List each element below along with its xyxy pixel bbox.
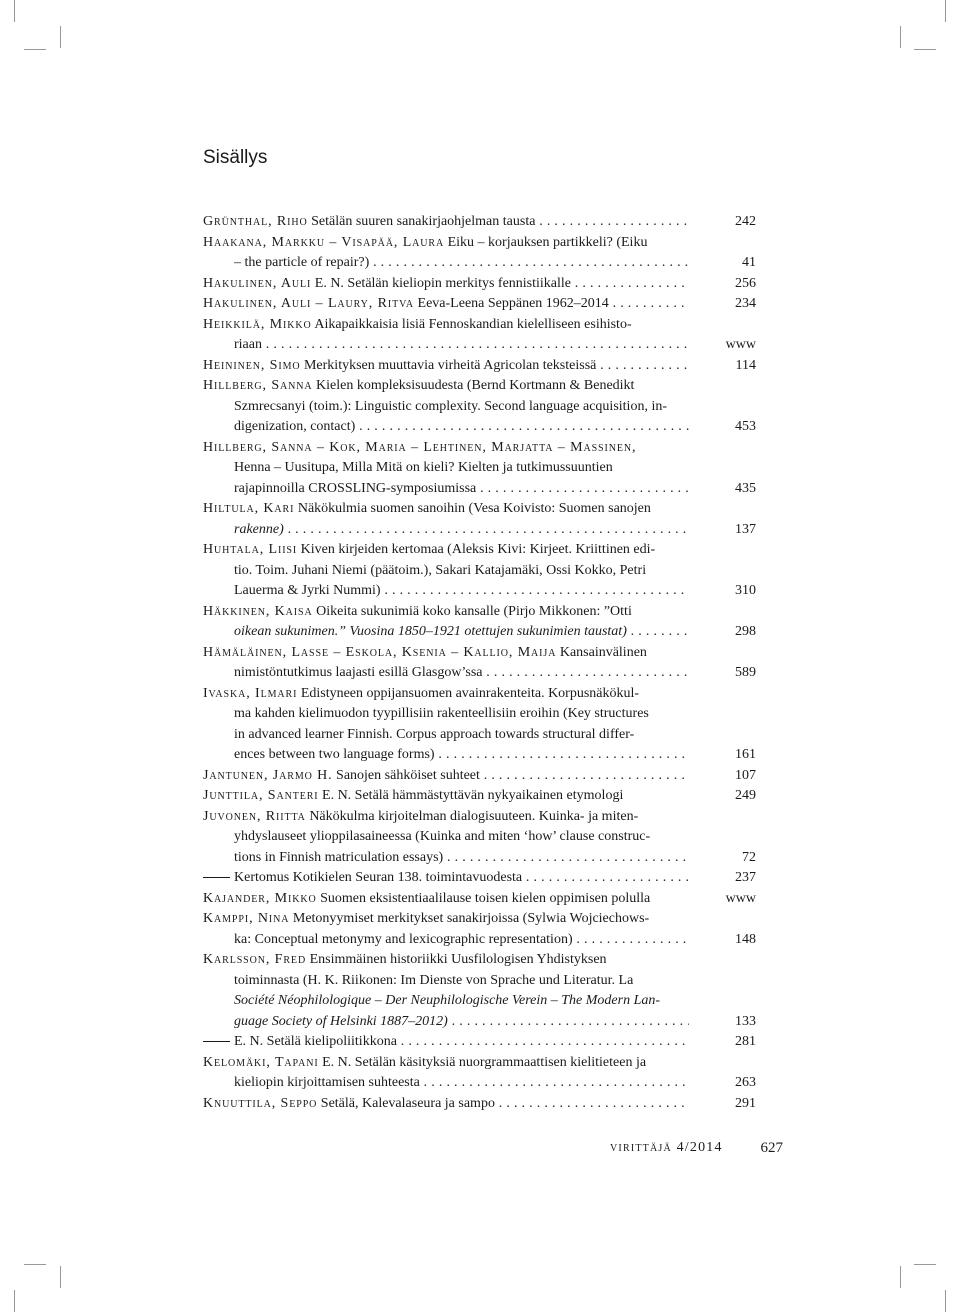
page-number: 133 [735,1013,756,1029]
author-name: Juvonen, Riitta [203,808,306,824]
entry-title: Eiku – korjauksen partikkeli? (Eiku [447,234,648,250]
toc-entry [203,868,756,889]
entry-title: Kansainvälinen [559,644,647,660]
author-name: Heikkilä, Mikko [203,316,312,332]
entry-title: Henna – Uusitupa, Milla Mitä on kieli? Kielten ja tutkimussuuntien [234,460,613,475]
entry-title: rakenne) [234,521,284,537]
toc-entry-continuation [203,930,756,951]
entry-title: ences between two language forms) [234,747,435,762]
page-number: 310 [735,583,756,598]
author-name: Karlsson, Fred [203,952,307,967]
entry-title: – the particle of repair?) [234,255,370,270]
author-name: Hiltula, Kari [203,501,295,516]
page-number: 256 [735,275,756,291]
toc-entry [203,602,756,623]
entry-title: yhdyslauseet ylioppilasaineessa (Kuinka and miten ‘how’ clause construc- [234,829,651,844]
toc-entry [203,889,756,910]
toc-entry-continuation [203,417,756,438]
entry-title: Société Néophilologique – Der Neuphilologische Verein – The Modern Lan- [234,993,661,1008]
toc-entry-continuation [203,827,756,848]
entry-title: tio. Toim. Juhani Niemi (päätoim.), Sakari Katajamäki, Ossi Kokko, Petri [234,562,647,578]
toc-entry-continuation [203,1012,756,1033]
entry-title: Szmrecsanyi (toim.): Linguistic complexity. Second language acquisition, in- [234,398,667,414]
entry-title: Edistyneen oppijansuomen avainrakenteita. Korpusnäkökul- [300,685,640,701]
crop-mark [914,1264,936,1265]
entry-title: in advanced learner Finnish. Corpus approach towards structural differ- [234,726,635,742]
toc-entry-continuation [203,520,756,541]
toc-entry [203,1094,756,1115]
journal-name: virittäjä 4/2014 [610,1140,723,1155]
entry-title: ma kahden kielimuodon tyypillisiin rakenteellisiin eroihin (Key structures [234,706,649,721]
crop-mark [900,1266,901,1288]
page-footer [600,1140,783,1160]
toc-entry [203,909,756,930]
toc-entry-continuation [203,704,756,725]
entry-title: Näkökulmia suomen sanoihin (Vesa Koivisto: Suomen sanojen [297,501,651,516]
toc-entry [203,212,756,233]
page-number: 107 [735,767,756,783]
entry-title: Oikeita sukunimiä koko kansalle (Pirjo Mikkonen: ”Otti [316,603,632,619]
author-name: Häkkinen, Kaisa [203,603,313,619]
toc-entry-continuation [203,561,756,582]
toc-entry [203,499,756,520]
toc-entry-continuation [203,622,756,643]
page-number: 453 [735,419,756,434]
toc-entry [203,1053,756,1074]
toc-entry-continuation [203,479,756,500]
crop-mark [60,26,61,48]
entry-title: digenization, contact) [234,419,356,434]
entry-title: Kertomus Kotikielen Seuran 138. toimintavuodesta [234,870,523,885]
author-name: Hillberg, Sanna – Kok, Maria – Lehtinen, Marjatta – Massinen, [203,439,637,455]
toc-entry-continuation [203,991,756,1012]
crop-mark [14,0,15,22]
table-of-contents [203,212,756,1114]
crop-mark [24,1264,46,1265]
toc-entry-continuation [203,1073,756,1094]
toc-entry [203,1032,756,1053]
entry-title: Näkökulma kirjoitelman dialogisuuteen. Kuinka- ja miten- [309,808,639,824]
entry-title: Kiven kirjeiden kertomaa (Aleksis Kivi: Kirjeet. Kriittinen edi- [300,542,656,557]
toc-entry-continuation [203,581,756,602]
toc-entry-continuation [203,745,756,766]
entry-title: riaan [234,337,262,352]
same-author-dash [203,1041,230,1042]
toc-entry [203,376,756,397]
entry-title: toiminnasta (H. K. Riikonen: Im Dienste von Sprache und Literatur. La [234,972,634,988]
page-number: 237 [735,870,756,885]
entry-title: oikean sukunimen.” Vuosina 1850–1921 otettujen sukunimien taustat) [234,624,627,639]
entry-title: rajapinnoilla CROSSLING-symposiumissa [234,480,477,496]
toc-entry [203,438,756,459]
toc-entry [203,274,756,295]
entry-title: guage Society of Helsinki 1887–2012) [234,1013,448,1029]
page-number: 137 [735,521,756,537]
crop-mark [914,49,936,50]
entry-title: E. N. Setälän käsityksiä nuorgrammaattisen kielitieteen ja [322,1054,647,1070]
page-number: 114 [735,357,756,373]
toc-entry-continuation [203,663,756,684]
toc-entry [203,540,756,561]
author-name: Hakulinen, Auli – Laury, Ritva [203,296,415,311]
crop-mark [945,0,946,22]
crop-mark [60,1266,61,1288]
author-name: Kelomäki, Tapani [203,1054,319,1070]
author-name: Kamppi, Nina [203,911,290,926]
entry-title: Aikapaikkaisia lisiä Fennoskandian kielelliseen esihisto- [314,316,632,332]
author-name: Kajander, Mikko [203,890,317,906]
author-name: Heininen, Simo [203,357,301,373]
toc-entry [203,786,756,807]
toc-entry-continuation [203,397,756,418]
toc-entry-continuation [203,458,756,479]
toc-entry [203,684,756,705]
toc-entry [203,950,756,971]
entry-title: Eeva-Leena Seppänen 1962–2014 [417,296,609,311]
toc-entry-continuation [203,335,756,356]
author-name: Jantunen, Jarmo H. [203,767,333,783]
author-name: Huhtala, Liisi [203,542,298,557]
entry-title: nimistöntutkimus laajasti esillä Glasgow’ssa [234,665,483,680]
page-number: 242 [735,214,756,229]
toc-entry [203,315,756,336]
author-name: Hillberg, Sanna [203,378,313,393]
page-number: 263 [735,1075,756,1090]
entry-title: Sanojen sähköiset suhteet [336,767,480,783]
toc-entry [203,356,756,377]
toc-entry [203,233,756,254]
entry-title: Kielen kompleksisuudesta (Bernd Kortmann & Benedikt [316,378,635,393]
toc-entry-continuation [203,848,756,869]
author-name: Knuuttila, Seppo [203,1095,318,1111]
entry-title: Lauerma & Jyrki Nummi) [234,583,381,598]
page-number: 281 [735,1034,756,1049]
page-number: 72 [742,849,756,865]
toc-entry [203,294,756,315]
entry-title: E. N. Setälä kielipoliitikkona [234,1034,397,1049]
page-number: 161 [735,747,756,762]
same-author-dash [203,877,230,878]
crop-mark [900,26,901,48]
entry-title: E. N. Setälä hämmästyttävän nykyaikainen etymologi [322,788,624,803]
toc-entry-continuation [203,725,756,746]
toc-entry-continuation [203,971,756,992]
entry-title: Setälän suuren sanakirjaohjelman tausta [311,214,536,229]
page-number: 589 [735,665,756,680]
page-number: www [725,337,756,352]
entry-title: Setälä, Kalevalaseura ja sampo [320,1095,495,1111]
toc-entry-continuation [203,253,756,274]
author-name: Junttila, Santeri [203,788,319,803]
crop-mark [24,49,46,50]
page-number: 435 [735,480,756,496]
page-number: 298 [735,624,756,639]
page-number: 234 [735,296,756,311]
author-name: Ivaska, Ilmari [203,685,298,701]
page-number: www [725,890,756,906]
toc-entry [203,807,756,828]
author-name: Haakana, Markku – Visapää, Laura [203,234,445,250]
entry-title: kieliopin kirjoittamisen suhteesta [234,1075,420,1090]
page-number: 627 [760,1140,783,1156]
crop-mark [945,1290,946,1312]
entry-title: Suomen eksistentiaalilause toisen kielen oppimisen polulla [320,890,651,906]
author-name: Hämäläinen, Lasse – Eskola, Ksenia – Kallio, Maija [203,644,557,660]
toc-entry [203,643,756,664]
entry-title: tions in Finnish matriculation essays) [234,849,444,865]
page-title: Sisällys [203,147,268,168]
entry-title: Ensimmäinen historiikki Uusfilologisen Yhdistyksen [309,952,607,967]
entry-title: Merkityksen muuttavia virheitä Agricolan teksteissä [303,357,597,373]
page-number: 249 [735,788,756,803]
entry-title: Metonyymiset merkitykset sanakirjoissa (Sylwia Wojciechows- [292,911,650,926]
page-number: 41 [742,255,756,270]
page-number: 291 [735,1095,756,1111]
toc-entry [203,766,756,787]
author-name: Grünthal, Riho [203,214,308,229]
page-number: 148 [735,931,756,947]
entry-title: ka: Conceptual metonymy and lexicographic representation) [234,931,573,947]
entry-title: E. N. Setälän kieliopin merkitys fennistiikalle [314,275,571,291]
crop-mark [14,1290,15,1312]
author-name: Hakulinen, Auli [203,275,312,291]
